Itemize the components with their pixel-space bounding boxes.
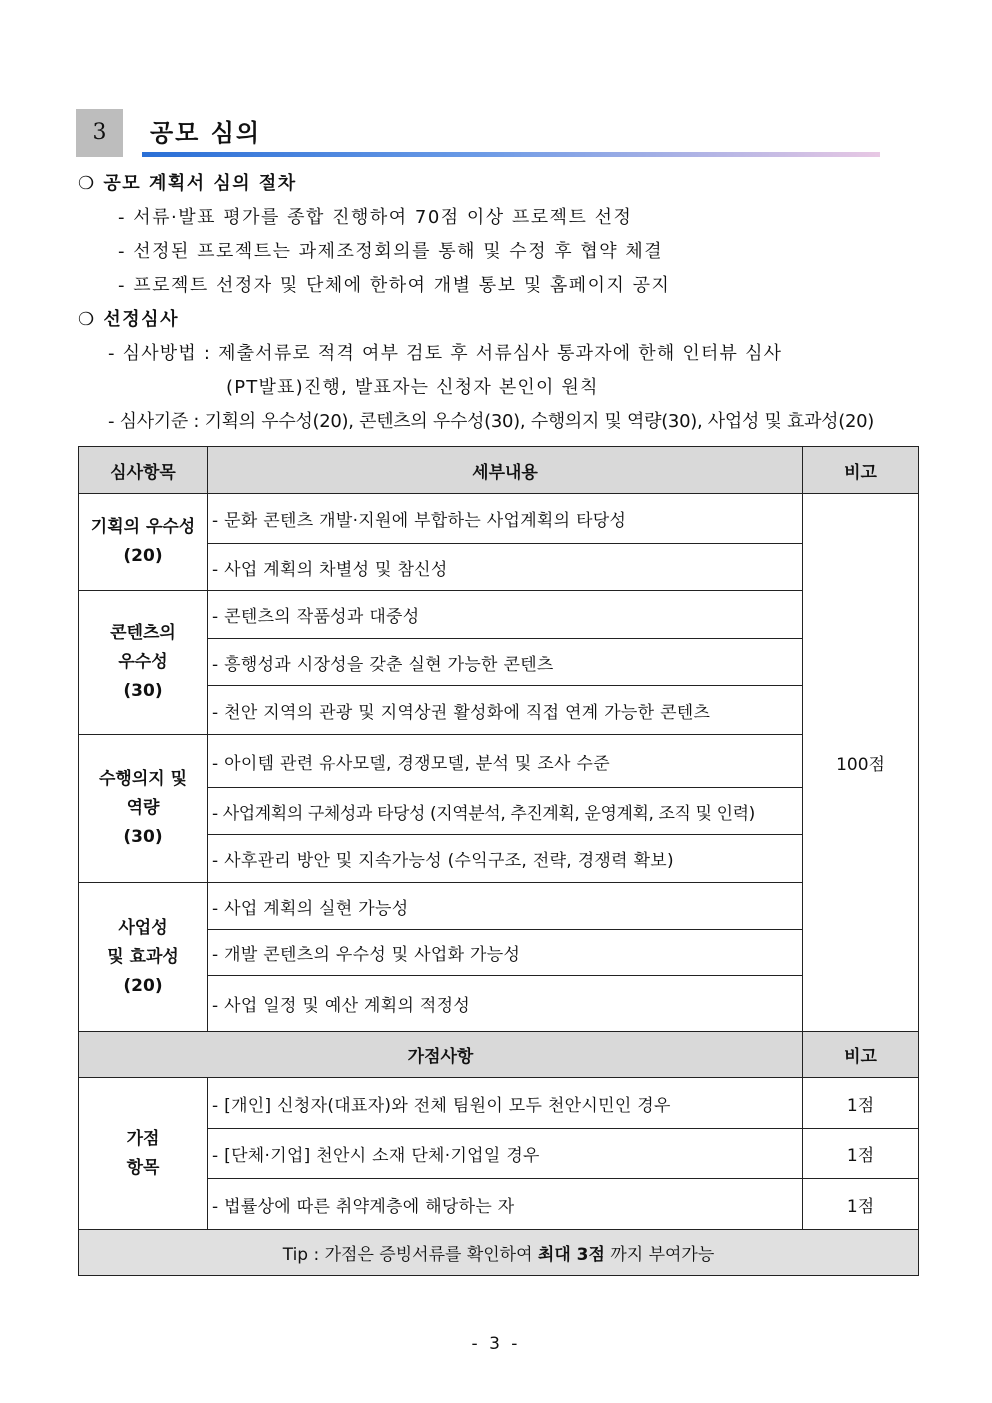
detail-cell: - 천안 지역의 관광 및 지역상권 활성화에 직접 연계 가능한 콘텐츠: [208, 686, 803, 735]
bonus-score: 1점: [803, 1078, 919, 1129]
detail-cell: - 아이템 관련 유사모델, 경쟁모델, 분석 및 조사 수준: [208, 735, 803, 788]
category-planning: 기획의 우수성 (20): [79, 494, 208, 591]
detail-cell: - 사업계획의 구체성과 타당성 (지역분석, 추진계획, 운영계획, 조직 및 인력): [208, 788, 803, 835]
detail-cell: - 콘텐츠의 작품성과 대중성: [208, 591, 803, 639]
detail-cell: - 문화 콘텐츠 개발·지원에 부합하는 사업계획의 타당성: [208, 494, 803, 544]
bonus-score: 1점: [803, 1179, 919, 1230]
selection-method-line2: (PT발표)진행, 발표자는 신청자 본인이 원칙: [226, 377, 599, 398]
detail-cell: - 법률상에 따른 취약계층에 해당하는 자: [208, 1179, 803, 1230]
bonus-note-header: 비고: [803, 1032, 919, 1078]
section-title: 공모 심의: [150, 119, 262, 147]
bonus-header: 가점사항: [79, 1032, 803, 1078]
detail-cell: - 흥행성과 시장성을 갖춘 실현 가능한 콘텐츠: [208, 639, 803, 686]
table-row: [79, 494, 919, 544]
selection-criteria: - 심사기준 : 기획의 우수성(20), 콘텐츠의 우수성(30), 수행의지 및 역량(30), 사업성 및 효과성(20): [108, 411, 875, 432]
detail-cell: - 개발 콘텐츠의 우수성 및 사업화 가능성: [208, 930, 803, 976]
category-bonus: 가점 항목: [79, 1078, 208, 1230]
header-detail: 세부내용: [208, 447, 803, 494]
detail-cell: - [단체·기업] 천안시 소재 단체·기업일 경우: [208, 1129, 803, 1179]
procedure-item: - 서류·발표 평가를 종합 진행하여 70점 이상 프로젝트 선정: [118, 207, 633, 228]
bonus-header-row: [79, 1032, 919, 1078]
evaluation-table: [78, 446, 919, 1276]
table-row: [79, 883, 919, 930]
tip-note: Tip : 가점은 증빙서류를 확인하여 최대 3점 까지 부여가능: [79, 1230, 919, 1276]
procedure-heading: ❍ 공모 계획서 심의 절차: [78, 173, 297, 194]
category-execution: 수행의지 및 역량 (30): [79, 735, 208, 883]
tip-row: [79, 1230, 919, 1276]
section-header: [76, 109, 880, 159]
selection-method-line1: - 심사방법 : 제출서류로 적격 여부 검토 후 서류심사 통과자에 한해 인터뷰 심사: [108, 343, 783, 364]
total-score: 100점: [803, 494, 919, 1032]
detail-cell: - 사업 계획의 차별성 및 참신성: [208, 544, 803, 591]
page-number: - 3 -: [471, 1334, 521, 1354]
detail-cell: - 사후관리 방안 및 지속가능성 (수익구조, 전략, 경쟁력 확보): [208, 835, 803, 883]
header-note: 비고: [803, 447, 919, 494]
section-underline: [142, 152, 880, 157]
table-header-row: [79, 447, 919, 494]
procedure-item: - 프로젝트 선정자 및 단체에 한하여 개별 통보 및 홈페이지 공지: [118, 275, 671, 296]
table-row: [79, 591, 919, 639]
table-row: [79, 1078, 919, 1129]
section-number: 3: [76, 109, 123, 157]
selection-heading: ❍ 선정심사: [78, 309, 179, 330]
procedure-item: - 선정된 프로젝트는 과제조정회의를 통해 및 수정 후 협약 체결: [118, 241, 664, 262]
header-category: 심사항목: [79, 447, 208, 494]
detail-cell: - 사업 계획의 실현 가능성: [208, 883, 803, 930]
detail-cell: - [개인] 신청자(대표자)와 전체 팀원이 모두 천안시민인 경우: [208, 1078, 803, 1129]
category-business: 사업성 및 효과성 (20): [79, 883, 208, 1032]
bonus-score: 1점: [803, 1129, 919, 1179]
category-content: 콘텐츠의 우수성 (30): [79, 591, 208, 735]
detail-cell: - 사업 일정 및 예산 계획의 적정성: [208, 976, 803, 1032]
table-row: [79, 735, 919, 788]
